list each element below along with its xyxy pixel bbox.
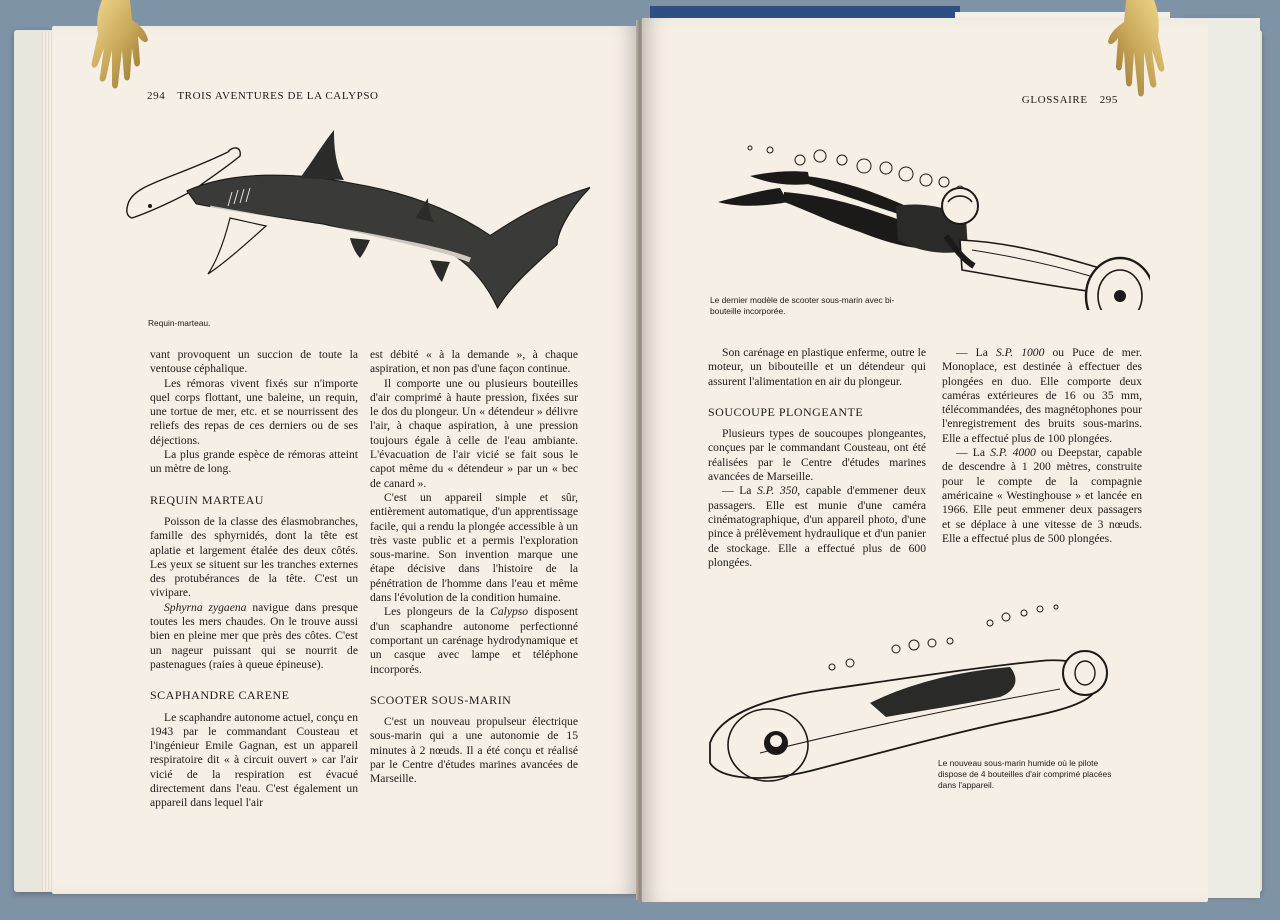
left-page-column-1 [150,348,358,811]
left-running-head [147,90,379,102]
heading-soucoupe-plongeante: SOUCOUPE PLONGEANTE [708,404,864,419]
right-page-column-2 [942,346,1142,546]
hammerhead-shark-illustration [120,122,590,322]
italic-model-name: S.P. 1000 [995,346,1045,359]
brass-hand-holder-icon [80,0,152,90]
paragraph: Le scaphandre autonome actuel, conçu en 1943 par le commandant Cousteau et l'ingénieur Emile Gagnan, est un appareil respiratoire dit « à circuit ouvert » car l'air vicié de la respiration est évacué directement dans l'eau. C'est également un appareil dans lequel l'air [150,710,358,810]
paragraph: Les rémoras vivent fixés sur n'importe quel corps flottant, une baleine, un requin, une tortue de mer, etc. et se nourrissent des reliefs des repas de ces derniers ou de ses déjections. [150,376,358,447]
italic-model-name: S.P. 4000 [990,446,1036,460]
paragraph: Plusieurs types de soucoupes plongeantes, conçues par le commandant Cousteau, ont été réalisées par le Centre d'études marines avancées de Marseille. [708,427,926,484]
right-running-title: GLOSSAIRE [1021,94,1088,106]
paragraph: vant provoquent un succion de toute la ventouse céphalique. [150,348,358,376]
paragraph: — La S.P. 350, capable d'emmener deux passagers. Elle est munie d'une caméra cinématographique, d'un appareil photo, d'une pince à prélèvement hydraulique et d'un panier de stockage. Elle a effectué plus de 600 plongées. [708,484,926,569]
heading-requin-marteau: REQUIN MARTEAU [150,492,264,507]
heading-scooter-sous-marin: SCOOTER SOUS-MARIN [370,692,512,707]
submarine-caption: Le nouveau sous-marin humide où le pilote dispose de 4 bouteilles d'air comprimé placées dans l'appareil. [938,758,1112,790]
shark-caption: Requin-marteau. [148,318,211,328]
paragraph: Sphyrna zygaena navigue dans presque toutes les mers chaudes. On le trouve aussi bien en pleine mer que près des côtes. C'est un nageur puissant qui se nourrit de pastenagues (raies à queue épineuse). [150,600,358,671]
scooter-caption: Le dernier modèle de scooter sous-marin avec bi-bouteille incorporée. [710,295,895,316]
paragraph: C'est un appareil simple et sûr, entièrement automatique, d'un apprentissage facile, qui a rendu la plongée accessible à un très vaste public et a permis l'exploration sous-marine. Son invention marque une étape décisive dans l'histoire de la pénétration de l'homme dans l'eau et même dans l'évolution de la condition humaine. [370,490,578,605]
paragraph: C'est un nouveau propulseur électrique sous-marin qui a une autonomie de 15 minutes à 2 nœuds. Il a été conçu et réalisé par le Centre d'études marines avancées de Marseille. [370,715,578,786]
left-page [52,26,638,894]
diver-scooter-illustration [710,110,1150,310]
right-page [642,18,1208,902]
left-running-title: TROIS AVENTURES DE LA CALYPSO [177,90,379,102]
paragraph: Il comporte une ou plusieurs bouteilles d'air comprimé à haute pression, fixées sur le dos du plongeur. Un « détendeur » délivre l'air, à chaque aspiration, à une pression toujours égale à celle de l'eau ambiante. L'évacuation de l'air vicié se fait sous le capot même du « détendeur » par un « bec de canard ». [370,376,578,490]
brass-hand-holder-icon [1104,0,1176,100]
paragraph: Poisson de la classe des élasmobranches, famille des sphyrnidés, dont la tête est aplatie et largement étalée des deux côtés. Les yeux se situent sur les tranches externes des protubérances de la tête. C'est un vivipare. [150,514,358,600]
left-page-column-2 [370,348,578,787]
paragraph: Les plongeurs de la Calypso disposent d'un scaphandre autonome perfectionné comportant un carénage hydrodynamique et un casque avec lampe et téléphone incorporés. [370,605,578,676]
paragraph: — La S.P. 1000 ou Puce de mer. Monoplace, est destinée à effectuer des plongées en duo. Elle comporte deux caméras extérieures de 16 ou 35 mm, télécommandées, des magnétophones pour l'enregistrement des bruits sous-marins. Elle a effectué plus de 100 plongées. [942,346,1142,445]
italic-ship-name: Calypso [490,605,529,619]
paragraph: Son carénage en plastique enferme, outre le moteur, un bibouteille et un détendeur qui assurent l'alimentation en air du plongeur. [708,346,926,388]
heading-scaphandre-carene: SCAPHANDRE CARENE [150,688,290,703]
paragraph: — La S.P. 4000 ou Deepstar, capable de descendre à 1 200 mètres, construite pour le compte de la compagnie américaine « Westinghouse » et lancée en 1966. Elle peut emmener deux passagers et se déplace à une vitesse de 3 nœuds. Elle a effectué plus de 500 plongées. [942,446,1142,545]
paragraph: La plus grande espèce de rémoras atteint un mètre de long. [150,448,358,476]
left-page-number: 294 [147,90,166,102]
right-page-column-1 [708,346,926,570]
italic-model-name: S.P. 350 [757,484,798,498]
italic-species: Sphyrna zygaena [164,600,247,614]
paragraph: est débité « à la demande », à chaque aspiration, et non pas d'une façon continue. [370,348,578,376]
right-page-number: 295 [1099,94,1118,106]
